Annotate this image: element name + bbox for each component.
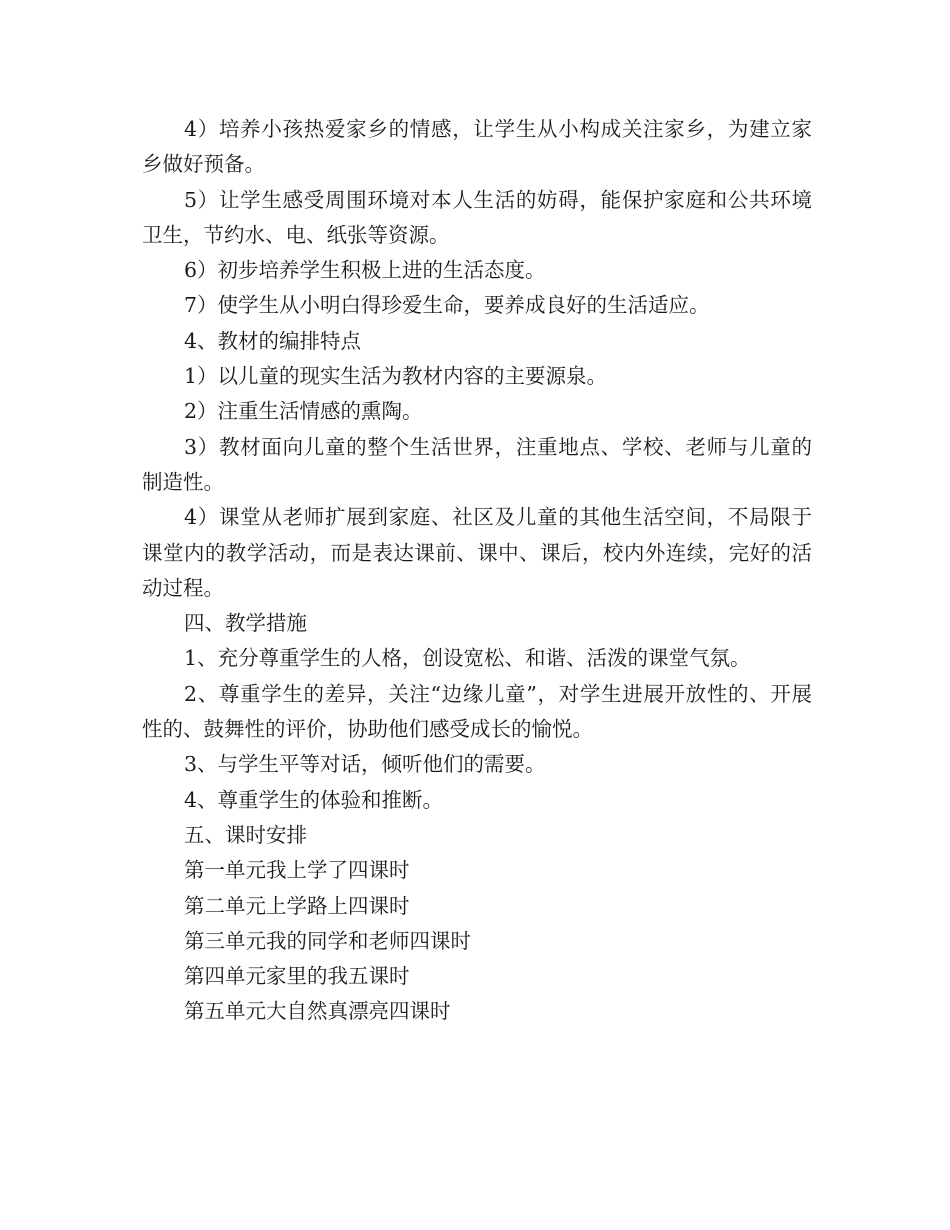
paragraph-measure-1: 1、充分尊重学生的人格，创设宽松、和谐、活泼的课堂气氛。 bbox=[184, 646, 751, 671]
paragraph-measure-3: 3、与学生平等对话，倾听他们的需要。 bbox=[184, 752, 546, 777]
schedule-unit-5: 第五单元大自然真漂亮四课时 bbox=[184, 999, 451, 1024]
section-heading-teaching-measures: 四、教学措施 bbox=[184, 611, 307, 636]
paragraph-feature-4: 4）课堂从老师扩展到家庭、社区及儿童的其他生活空间，不局限于课堂内的教学活动，而是表达课前、课中、课后，校内外连续，完好的活动过程。 bbox=[142, 505, 812, 600]
paragraph-goal-5: 5）让学生感受周围环境对本人生活的妨碍，能保护家庭和公共环境卫生，节约水、电、纸张等资源。 bbox=[142, 187, 812, 247]
schedule-unit-4: 第四单元家里的我五课时 bbox=[184, 964, 410, 989]
schedule-unit-2: 第二单元上学路上四课时 bbox=[184, 893, 410, 918]
paragraph-goal-7: 7）使学生从小明白得珍爱生命，要养成良好的生活适应。 bbox=[184, 293, 710, 318]
paragraph-measure-2: 2、尊重学生的差异，关注“边缘儿童”，对学生进展开放性的、开展性的、鼓舞性的评价，协助他们感受成长的愉悦。 bbox=[142, 681, 812, 742]
paragraph-goal-6: 6）初步培养学生积极上进的生活态度。 bbox=[184, 258, 546, 283]
section-heading-textbook-features: 4、教材的编排特点 bbox=[184, 328, 362, 353]
document-body bbox=[142, 112, 812, 1030]
paragraph-goal-4: 4）培养小孩热爱家乡的情感，让学生从小构成关注家乡，为建立家乡做好预备。 bbox=[142, 117, 812, 177]
paragraph-feature-2: 2）注重生活情感的熏陶。 bbox=[184, 399, 423, 424]
schedule-unit-1: 第一单元我上学了四课时 bbox=[184, 858, 410, 883]
paragraph-feature-1: 1）以儿童的现实生活为教材内容的主要源泉。 bbox=[184, 364, 608, 389]
paragraph-measure-4: 4、尊重学生的体验和推断。 bbox=[184, 787, 444, 812]
paragraph-feature-3: 3）教材面向儿童的整个生活世界，注重地点、学校、老师与儿童的制造性。 bbox=[142, 434, 812, 494]
schedule-unit-3: 第三单元我的同学和老师四课时 bbox=[184, 928, 471, 953]
section-heading-schedule: 五、课时安排 bbox=[184, 822, 307, 847]
